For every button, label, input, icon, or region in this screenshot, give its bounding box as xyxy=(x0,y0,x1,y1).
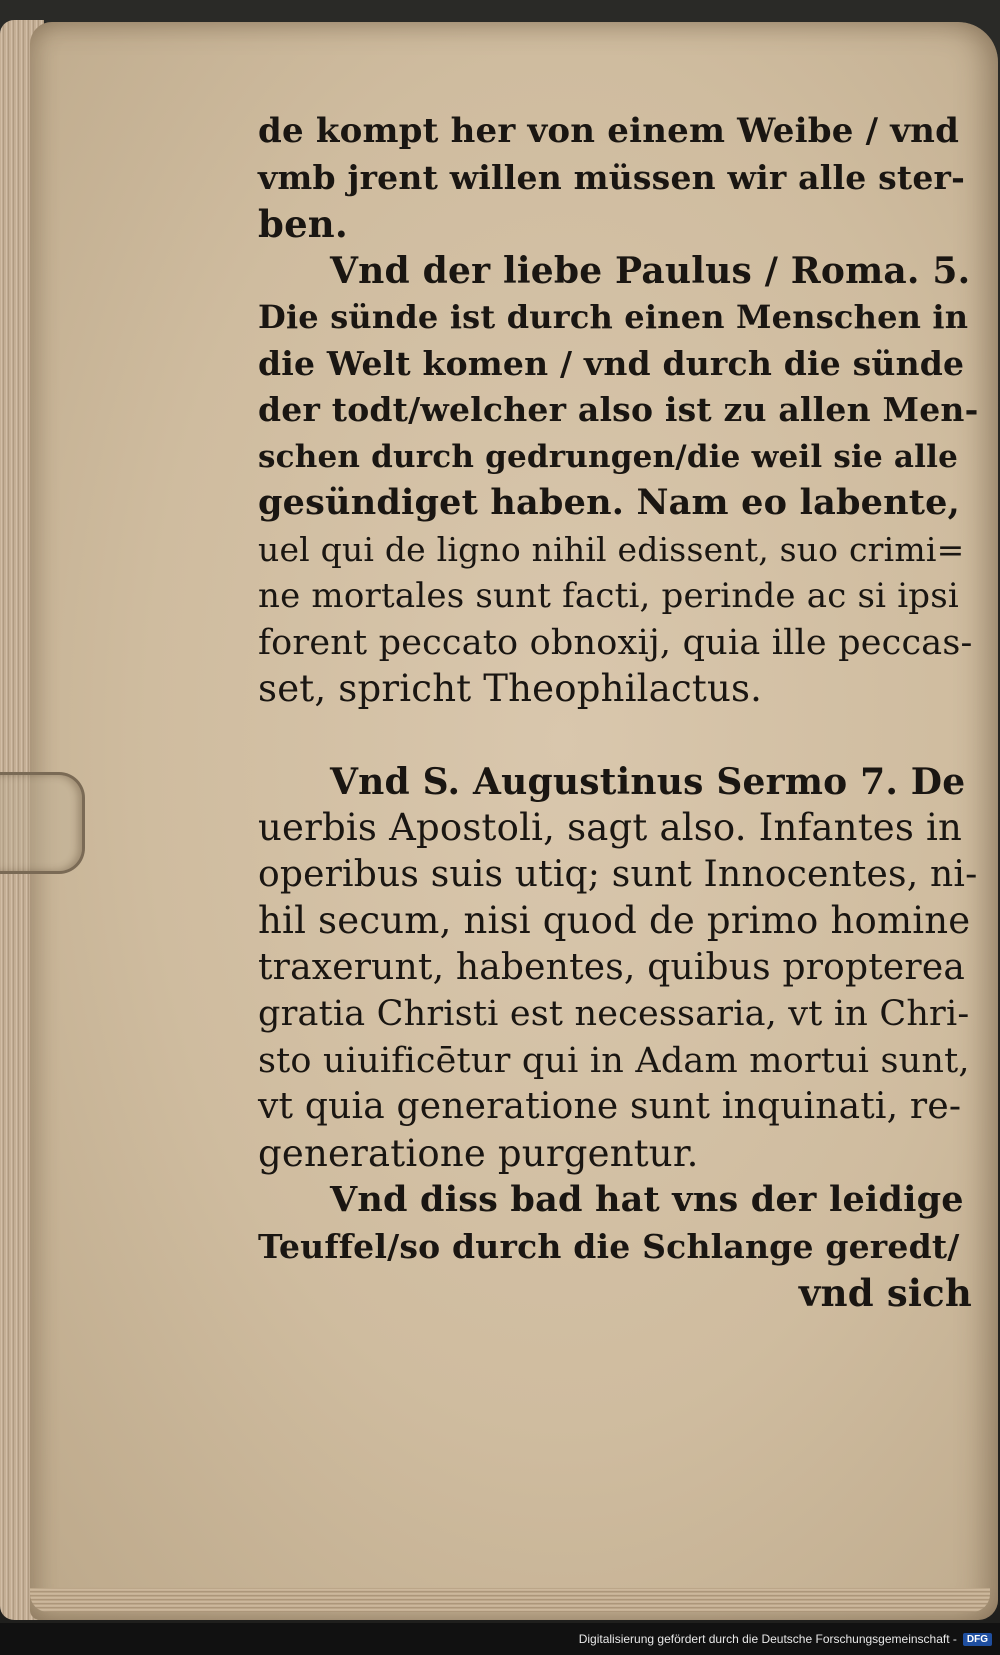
text-line: Die sünde ist durch einen Menschen in xyxy=(258,298,969,336)
text-line: uel qui de ligno nihil edissent, suo crimi= xyxy=(258,529,965,569)
footer-credit: Digitalisierung gefördert durch die Deutsche Forschungsgemeinschaft - xyxy=(578,1632,957,1646)
text-line: schen durch gedrungen/die weil sie alle xyxy=(258,438,959,475)
text-line: generatione purgentur. xyxy=(258,1131,699,1175)
dfg-logo: DFG xyxy=(963,1633,992,1646)
text-line: Vnd S. Augustinus Sermo 7. De xyxy=(330,760,966,803)
text-line: vmb jrent willen müssen wir alle ster- xyxy=(258,157,965,197)
text-line: hil secum, nisi quod de primo homine xyxy=(258,899,971,942)
page-clip xyxy=(0,772,85,874)
text-line: gesündiget haben. Nam eo labente, xyxy=(258,482,960,523)
text-line: Teuffel/so durch die Schlange geredt/ xyxy=(258,1226,960,1266)
text-line: traxerunt, habentes, quibus propterea xyxy=(258,946,966,988)
text-line: ne mortales sunt facti, perinde ac si ipsi xyxy=(258,576,959,616)
text-line: de kompt her von einem Weibe / vnd xyxy=(258,111,960,151)
text-line: forent peccato obnoxij, quia ille peccas- xyxy=(258,622,973,663)
catchword: vnd sich xyxy=(798,1271,972,1315)
text-line: sto uiuificētur qui in Adam mortui sunt, xyxy=(258,1040,970,1081)
text-line: operibus suis utiq; sunt Innocentes, ni- xyxy=(258,853,978,895)
digitization-footer xyxy=(0,1623,1000,1655)
paragraph-gap xyxy=(258,713,978,759)
text-line: set, spricht Theophilactus. xyxy=(258,667,763,710)
text-line: uerbis Apostoli, sagt also. Infantes in xyxy=(258,806,963,849)
text-line: der todt/welcher also ist zu allen Men- xyxy=(258,390,979,429)
page-text xyxy=(258,108,978,1317)
text-line: ben. xyxy=(258,202,348,246)
text-line: gratia Christi est necessaria, vt in Chri- xyxy=(258,994,970,1034)
text-line: vt quia generatione sunt inquinati, re- xyxy=(258,1086,962,1127)
text-line: Vnd der liebe Paulus / Roma. 5. xyxy=(330,249,971,292)
text-line: Vnd diss bad hat vns der leidige xyxy=(330,1179,964,1220)
text-line: die Welt komen / vnd durch die sünde xyxy=(258,343,965,383)
page-bottom-edge xyxy=(30,1588,990,1612)
